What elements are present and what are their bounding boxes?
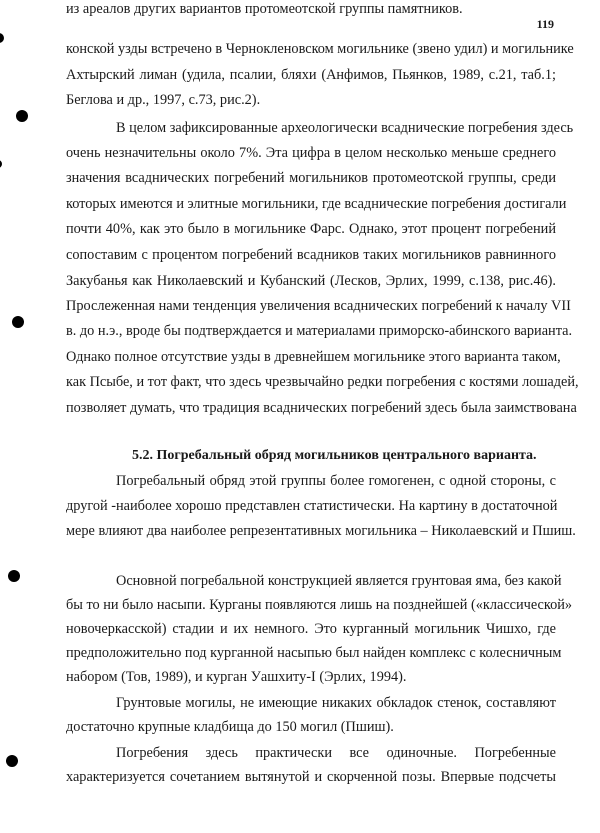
text-line: новочеркасской) стадии и их немного. Это курганный могильник Чишхо, где [66,621,556,637]
binder-hole [12,316,24,328]
text-line: в. до н.э., вроде бы подтверждается и материалами приморско-абинского варианта. [66,323,573,339]
text-line: сопоставим с процентом погребений всадников таких могильников равнинного [66,247,556,263]
binder-hole [0,160,2,168]
text-line: Основной погребальной конструкцией является грунтовая яма, без какой [116,573,562,589]
text-line: которых имеются и элитные могильники, где всаднические погребения достигали [66,196,567,212]
binder-hole [0,33,4,43]
text-line: предположительно под курганной насыпью был найден комплекс с колесничным [66,645,562,661]
text-line: Грунтовые могилы, не имеющие никаких обкладок стенок, составляют [116,695,556,711]
text-line: характеризуется сочетанием вытянутой и скорченной позы. Впервые подсчеты [66,769,556,785]
text-line: мере влияют два наиболее репрезентативных могильника – Николаевский и Пшиш. [66,523,576,539]
text-line: другой -наиболее хорошо представлен статистически. На картину в достаточной [66,498,558,514]
text-line: позволяет думать, что традиция всаднических погребений здесь была заимствована [66,400,577,416]
text-line: конской узды встречено в Чернокленовском могильнике (звено удил) и могильнике [66,41,574,57]
text-line: как Псыбе, и тот факт, что здесь чрезвычайно редки погребения с костями лошадей, [66,374,579,390]
section-heading: 5.2. Погребальный обряд могильников центрального варианта. [132,448,537,463]
page-number: 119 [536,17,554,31]
text-line: набором (Тов, 1989), и курган Уашхиту-I (Эрлих, 1994). [66,669,407,685]
text-line: Однако полное отсутствие узды в древнейшем могильнике этого варианта таком, [66,349,561,365]
text-line: В целом зафиксированные археологически всаднические погребения здесь [116,120,574,136]
binder-hole [6,755,18,767]
text-line: из ареалов других вариантов протомеотской группы памятников. [66,1,463,17]
text-line: Беглова и др., 1997, с.73, рис.2). [66,92,261,108]
text-line: Прослеженная нами тенденция увеличения всаднических погребений к началу VII [66,298,571,314]
text-line: Закубанья как Николаевский и Кубанский (Лесков, Эрлих, 1999, с.138, рис.46). [66,273,556,289]
text-line: бы то ни было насыпи. Курганы появляются лишь на позднейшей («классической» [66,597,573,613]
text-line: Ахтырский лиман (удила, псалии, бляхи (Анфимов, Пьянков, 1989, с.21, таб.1; [66,67,556,83]
binder-hole [8,570,20,582]
text-line: значения всаднических погребений могильников протомеотской группы, среди [66,170,556,186]
text-line: почти 40%, как это было в могильнике Фарс. Однако, этот процент погребений [66,221,556,237]
text-line: Погребальный обряд этой группы более гомогенен, с одной стороны, с [116,473,556,489]
text-line: достаточно крупные кладбища до 150 могил (Пшиш). [66,719,394,735]
text-line: очень незначительны около 7%. Эта цифра в целом несколько меньше среднего [66,145,556,161]
text-line: Погребения здесь практически все одиночные. Погребенные [116,745,556,761]
binder-hole [16,110,28,122]
